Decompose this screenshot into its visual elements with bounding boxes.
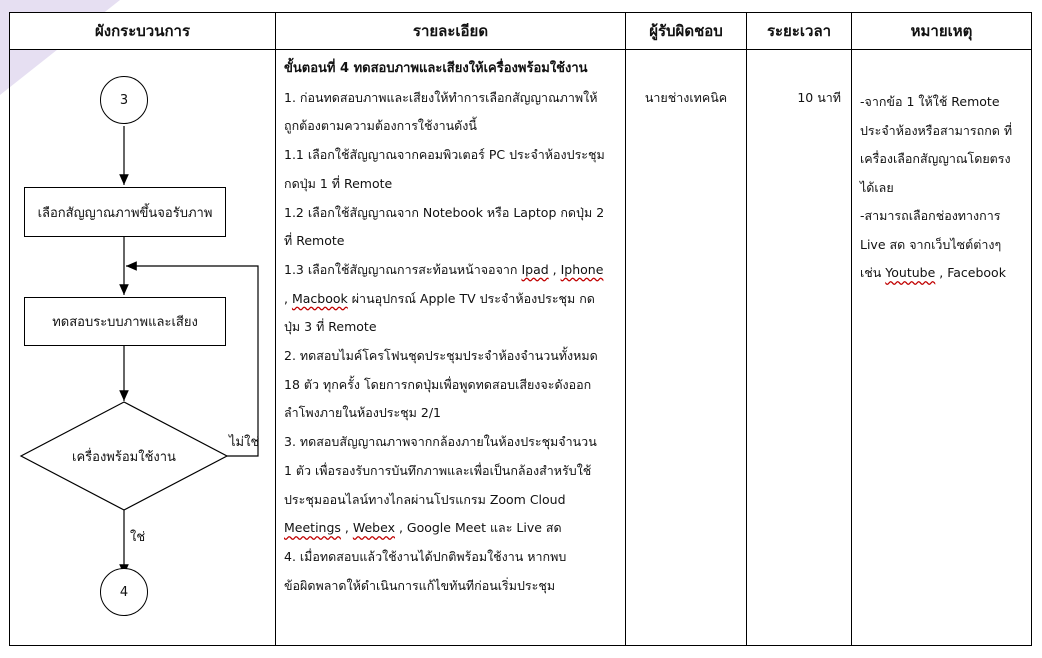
header-remarks: หมายเหตุ: [852, 13, 1032, 50]
detail-text: ผ่านอุปกรณ์ Apple TV ประจำห้องประชุม กด: [347, 290, 595, 306]
remark-text: เช่น: [860, 265, 886, 280]
header-row: [10, 13, 1032, 50]
detail-text: 1.3 เลือกใช้สัญญาณการสะท้อนหน้าจอจาก: [284, 261, 522, 277]
remark-text: , Facebook: [935, 265, 1006, 280]
responsible-cell: นายช่างเทคนิค: [626, 50, 747, 646]
decision-label: เครื่องพร้อมใช้งาน: [72, 450, 176, 465]
detail-text: ,: [284, 290, 292, 306]
remark-line: ได้เลย: [860, 179, 894, 195]
no-label: ไม่ใช่: [229, 435, 260, 450]
step-select-signal: เลือกสัญญาณภาพขึ้นจอรับภาพ: [24, 187, 226, 237]
detail-line: 18 ตัว ทุกครั้ง โดยการกดปุ่มเพื่อพูดทดสอบเสียงจะดังออก: [284, 376, 592, 392]
details-cell: [276, 50, 626, 646]
details-heading: ขั้นตอนที่ 4 ทดสอบภาพและเสียงให้เครื่องพร้อมใช้งาน: [284, 61, 588, 76]
detail-line: ที่ Remote: [284, 233, 345, 249]
detail-line: [284, 514, 617, 543]
detail-line: [284, 256, 617, 285]
detail-line: 1 ตัว เพื่อรองรับการบันทึกภาพและเพื่อเป็นกล้องสำหรับใช้: [284, 462, 592, 478]
detail-line: [284, 285, 617, 314]
flowchart-cell: [10, 50, 276, 646]
start-connector: 3: [100, 76, 148, 124]
spell-flag-iphone: Iphone: [560, 261, 604, 277]
detail-line: 1. ก่อนทดสอบภาพและเสียงให้ทำการเลือกสัญญาณภาพให้: [284, 89, 598, 105]
duration-cell: [747, 50, 852, 646]
header-flowchart: ผังกระบวนการ: [10, 13, 276, 50]
remark-line: -จากข้อ 1 ให้ใช้ Remote: [860, 94, 1000, 109]
detail-line: 4. เมื่อทดสอบแล้วใช้งานได้ปกติพร้อมใช้งาน หากพบ: [284, 548, 567, 564]
duration-value: 10 นาที: [797, 90, 841, 105]
detail-text: ,: [548, 261, 561, 277]
spell-flag-youtube: Youtube: [885, 265, 936, 280]
header-details: รายละเอียด: [276, 13, 626, 50]
detail-text: , Google Meet และ Live สด: [394, 520, 562, 536]
header-duration: ระยะเวลา: [747, 13, 852, 50]
content-row: [10, 50, 1032, 646]
remarks-cell: [852, 50, 1032, 646]
end-connector: 4: [100, 568, 148, 616]
detail-text: ,: [340, 520, 353, 536]
detail-line: ข้อผิดพลาดให้ดำเนินการแก้ไขทันทีก่อนเริ่มประชุม: [284, 577, 556, 593]
detail-line: ประชุมออนไลน์ทางไกลผ่านโปรแกรม Zoom Cloud: [284, 491, 566, 507]
header-responsible: ผู้รับผิดชอบ: [626, 13, 747, 50]
spell-flag-macbook: Macbook: [291, 290, 348, 306]
detail-line: ถูกต้องตามความต้องการใช้งานดังนี้: [284, 118, 477, 134]
detail-line: 1.1 เลือกใช้สัญญาณจากคอมพิวเตอร์ PC ประจำห้องประชุม: [284, 147, 605, 163]
detail-line: ปุ่ม 3 ที่ Remote: [284, 319, 377, 335]
detail-line: ลำโพงภายในห้องประชุม 2/1: [284, 405, 441, 421]
yes-label: ใช่: [130, 530, 146, 545]
remark-line: เครื่องเลือกสัญญาณโดยตรง: [860, 151, 1011, 166]
step-test-av: ทดสอบระบบภาพและเสียง: [24, 297, 226, 346]
remark-line: Live สด จากเว็บไซต์ต่างๆ: [860, 236, 1002, 252]
detail-line: 3. ทดสอบสัญญาณภาพจากกล้องภายในห้องประชุมจำนวน: [284, 434, 597, 450]
spell-flag-webex: Webex: [352, 520, 395, 536]
remark-line: [860, 259, 1025, 288]
flowchart-connectors: [10, 50, 276, 647]
remark-line: -สามารถเลือกช่องทางการ: [860, 208, 1001, 223]
procedure-table: [9, 12, 1032, 646]
detail-line: กดปุ่ม 1 ที่ Remote: [284, 175, 393, 191]
remark-line: ประจำห้องหรือสามารถกด ที่: [860, 122, 1013, 138]
detail-line: 2. ทดสอบไมค์โครโฟนชุดประชุมประจำห้องจำนวนทั้งหมด: [284, 348, 598, 364]
detail-line: 1.2 เลือกใช้สัญญาณจาก Notebook หรือ Laptop กดปุ่ม 2: [284, 204, 605, 220]
spell-flag-ipad: Ipad: [521, 261, 549, 277]
spell-flag-meetings: Meetings: [284, 520, 341, 536]
